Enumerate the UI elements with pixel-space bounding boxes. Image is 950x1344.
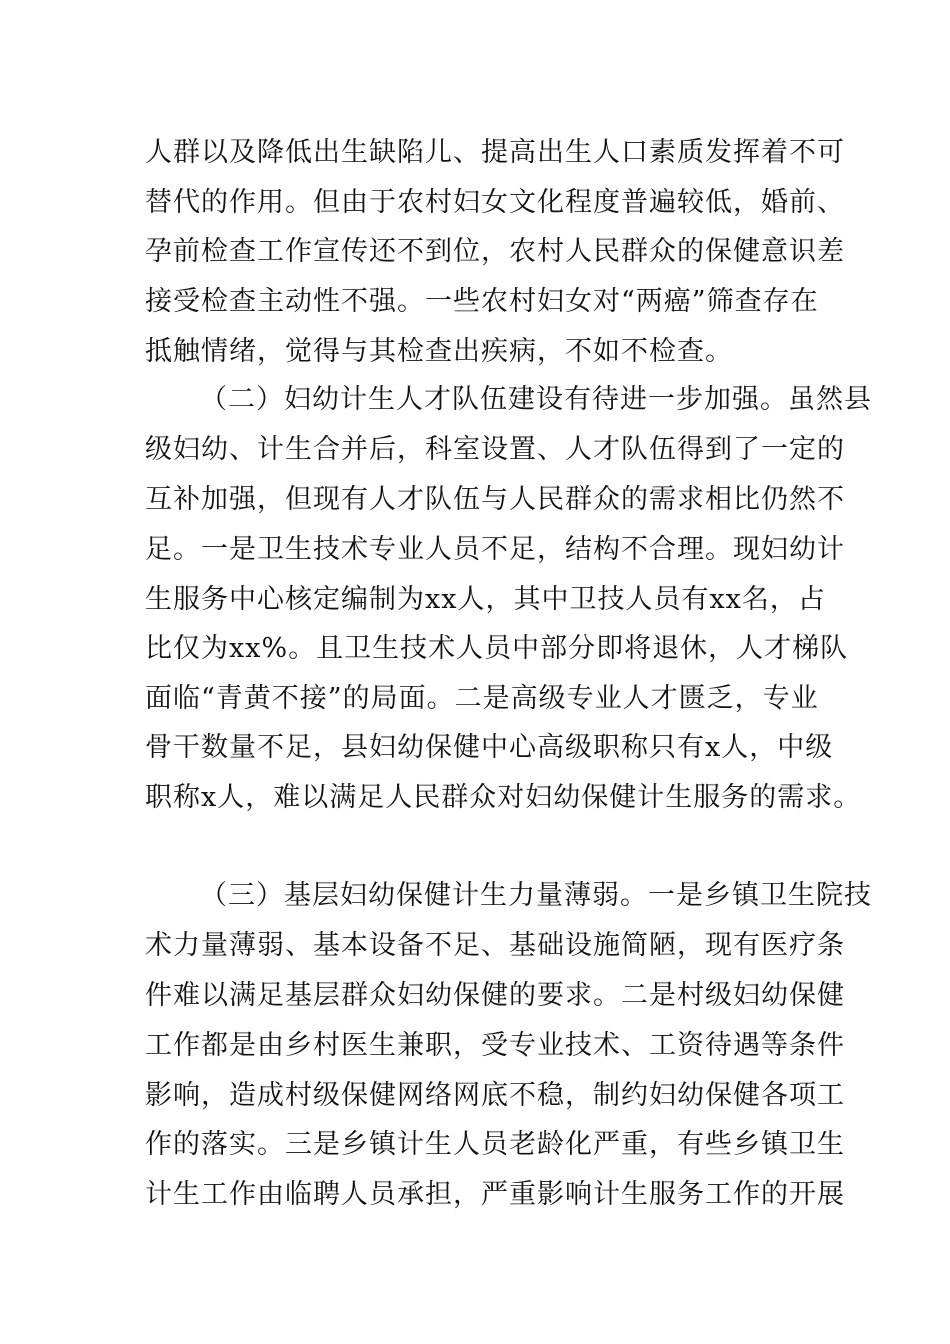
text-line: 接受检查主动性不强。一些农村妇女对“两癌”筛查存在 [145, 286, 819, 317]
text-line: 计生工作由临聘人员承担，严重影响计生服务工作的开展 [145, 1179, 845, 1210]
text-line: （二）妇幼计生人才队伍建设有待进一步加强。虽然县 [200, 384, 872, 415]
text-line: 级妇幼、计生合并后，科室设置、人才队伍得到了一定的 [145, 434, 845, 465]
text-line: 替代的作用。但由于农村妇女文化程度普遍较低，婚前、 [145, 187, 845, 218]
text-line: 抵触情绪，觉得与其检查出疾病，不如不检查。 [145, 336, 733, 367]
text-line: 孕前检查工作宣传还不到位，农村人民群众的保健意识差 [145, 236, 845, 267]
text-line: 工作都是由乡村医生兼职，受专业技术、工资待遇等条件 [145, 1030, 845, 1061]
text-line: 互补加强，但现有人才队伍与人民群众的需求相比仍然不 [145, 484, 845, 515]
text-line: 比仅为xx%。且卫生技术人员中部分即将退休，人才梯队 [145, 633, 849, 664]
text-line: 骨干数量不足，县妇幼保健中心高级职称只有x人，中级 [145, 732, 834, 763]
text-line: 人群以及降低出生缺陷儿、提高出生人口素质发挥着不可 [145, 137, 845, 168]
text-line: 术力量薄弱、基本设备不足、基础设施简陋，现有医疗条 [145, 930, 845, 961]
text-line: 职称x人，难以满足人民群众对妇幼保健计生服务的需求。 [145, 782, 862, 813]
text-line: 影响，造成村级保健网络网底不稳，制约妇幼保健各项工 [145, 1080, 845, 1111]
text-line: 面临“青黄不接”的局面。二是高级专业人才匮乏，专业 [145, 683, 819, 714]
text-line: 作的落实。三是乡镇计生人员老龄化严重，有些乡镇卫生 [145, 1129, 845, 1160]
text-line: 生服务中心核定编制为xx人，其中卫技人员有xx名，占 [145, 584, 826, 615]
text-line: 足。一是卫生技术专业人员不足，结构不合理。现妇幼计 [145, 534, 845, 565]
text-line: （三）基层妇幼保健计生力量薄弱。一是乡镇卫生院技 [200, 880, 872, 911]
text-line: 件难以满足基层群众妇幼保健的要求。二是村级妇幼保健 [145, 980, 845, 1011]
